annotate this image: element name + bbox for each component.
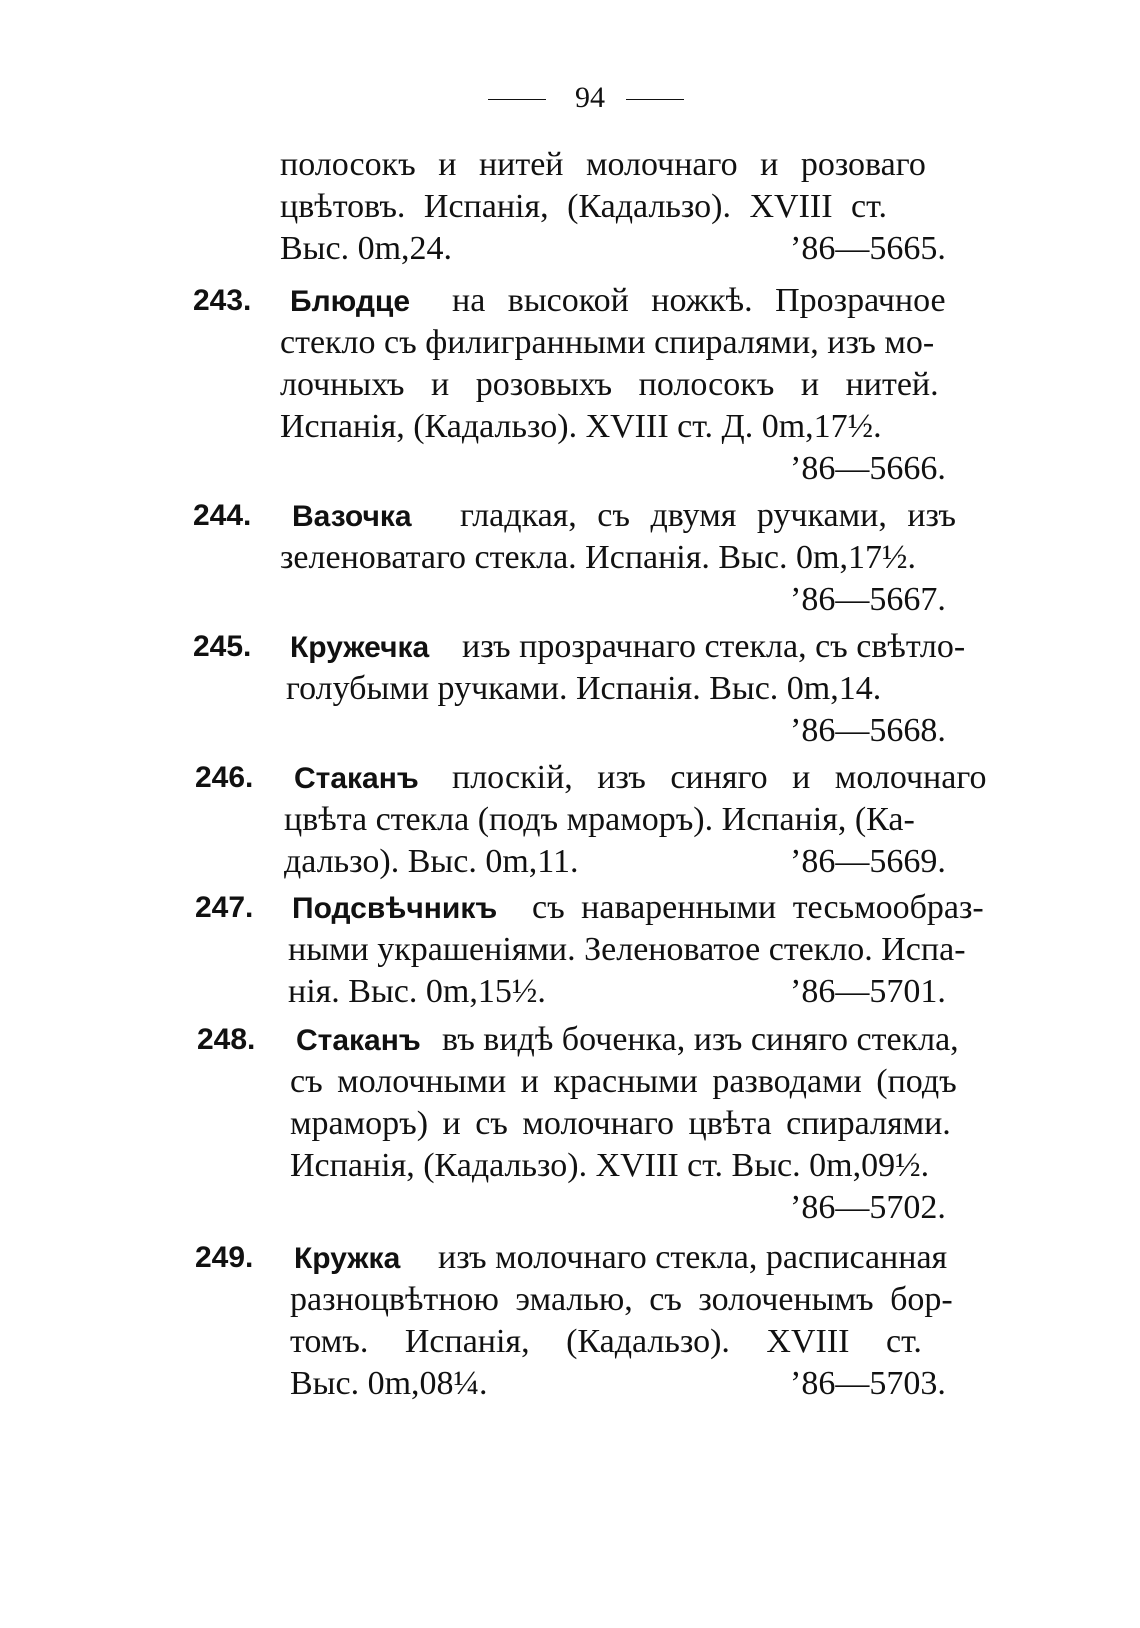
header-rule-right — [626, 99, 684, 100]
entry-line: разноцвѣтною эмалью, съ золоченымъ бор- — [290, 1281, 953, 1318]
entry-ref: ’86—5703. — [790, 1365, 946, 1402]
entry-line: зеленоватаго стекла. Испанія. Выс. 0m,17½. — [280, 539, 916, 576]
entry-ref: ’86—5701. — [790, 973, 946, 1010]
entry-title — [292, 496, 412, 536]
entry-line: плоскій, изъ синяго и молочнаго — [452, 759, 987, 796]
page-number: 94 — [575, 81, 605, 114]
entry-line: стекло съ филигранными спиралями, изъ мо- — [280, 324, 935, 361]
entry-line: съ молочными и красными разводами (подъ — [290, 1063, 957, 1100]
entry-line: голубыми ручками. Испанія. Выс. 0m,14. — [286, 670, 882, 707]
entry-line: съ наваренными тесьмообраз- — [532, 889, 984, 926]
entry-title-text: Стаканъ — [294, 762, 419, 795]
entry-number: 248. — [197, 1023, 256, 1056]
entry-line: Выс. 0m,08¼. — [290, 1365, 488, 1402]
entry-line: ными украшеніями. Зеленоватое стекло. Испа- — [288, 931, 966, 968]
entry-title-text: Подсвѣчникъ — [292, 892, 498, 925]
entry-title — [294, 1238, 400, 1278]
entry-number: 249. — [195, 1241, 254, 1274]
entry-title-text: Стаканъ — [296, 1024, 421, 1057]
entry-title — [290, 627, 429, 667]
entry-number: 247. — [195, 891, 254, 924]
entry-line: дальзо). Выс. 0m,11. — [284, 843, 579, 880]
entry-ref: ’86—5666. — [790, 450, 946, 487]
entry-line: въ видѣ боченка, изъ синяго стекла, — [442, 1021, 959, 1058]
entry-title — [290, 281, 410, 321]
entry-line: Испанія, (Кадальзо). XVIII ст. Д. 0m,17½. — [280, 408, 882, 445]
intro-ref: ’86—5665. — [790, 230, 946, 267]
entry-title-text: Вазочка — [292, 500, 412, 533]
entry-line: изъ молочнаго стекла, расписанная — [438, 1239, 948, 1276]
entry-number: 243. — [193, 284, 252, 317]
entry-title-text: Блюдце — [290, 285, 411, 318]
entry-ref: ’86—5667. — [790, 581, 946, 618]
intro-line-3: Выс. 0m,24. — [280, 230, 453, 267]
entry-line: лочныхъ и розовыхъ полосокъ и нитей. — [280, 366, 939, 403]
entry-line: цвѣта стекла (подъ мраморъ). Испанія, (Ка- — [284, 801, 915, 838]
entry-ref: ’86—5702. — [790, 1189, 946, 1226]
entry-title — [294, 758, 419, 798]
entry-line: томъ. Испанія, (Кадальзо). XVIII ст. — [290, 1323, 922, 1360]
entry-line: на высокой ножкѣ. Прозрачное — [452, 282, 946, 319]
entry-title-text: Кружка — [294, 1242, 401, 1275]
entry-number: 244. — [193, 499, 252, 532]
intro-line-2: цвѣтовъ. Испанія, (Кадальзо). XVIII ст. — [280, 188, 887, 225]
entry-line: гладкая, съ двумя ручками, изъ — [460, 497, 956, 534]
entry-line: Испанія, (Кадальзо). XVIII ст. Выс. 0m,09½. — [290, 1147, 930, 1184]
entry-title — [296, 1020, 421, 1060]
entry-title-text: Кружечка — [290, 631, 430, 664]
entry-number: 245. — [193, 630, 252, 663]
entry-ref: ’86—5668. — [790, 712, 946, 749]
entry-ref: ’86—5669. — [790, 843, 946, 880]
entry-title — [292, 888, 497, 928]
entry-line: нія. Выс. 0m,15½. — [288, 973, 546, 1010]
header-rule-left — [488, 99, 546, 100]
entry-number: 246. — [195, 761, 254, 794]
entry-line: мраморъ) и съ молочнаго цвѣта спиралями. — [290, 1105, 951, 1142]
intro-line-1: полосокъ и нитей молочнаго и розоваго — [280, 146, 926, 183]
entry-line: изъ прозрачнаго стекла, съ свѣтло- — [462, 628, 966, 665]
